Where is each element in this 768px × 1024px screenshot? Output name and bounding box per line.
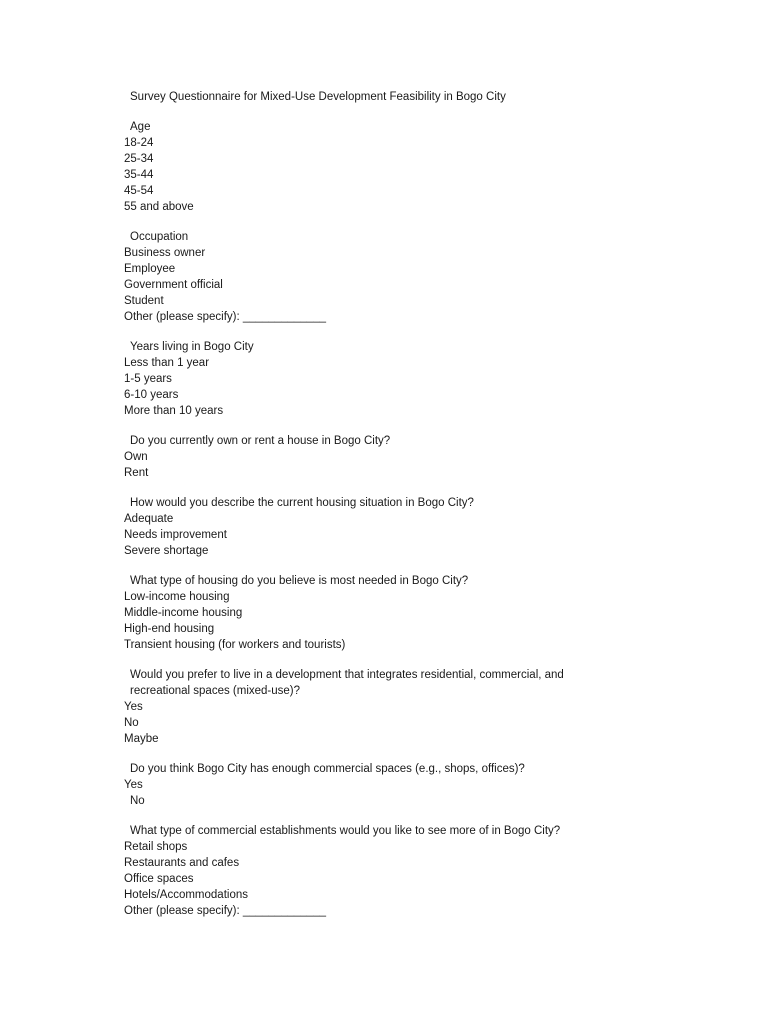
answer-option: Government official bbox=[124, 279, 223, 291]
answer-option: Severe shortage bbox=[124, 545, 209, 557]
answer-option: Other (please specify): _____________ bbox=[124, 905, 327, 917]
answer-option: Hotels/Accommodations bbox=[124, 889, 248, 901]
answer-option: Student bbox=[124, 295, 164, 307]
answer-option: Employee bbox=[124, 263, 176, 275]
answer-option: Transient housing (for workers and tourists) bbox=[124, 639, 346, 651]
answer-option: Other (please specify): _____________ bbox=[124, 311, 327, 323]
question-text: What type of housing do you believe is most needed in Bogo City? bbox=[130, 575, 469, 587]
answer-option: No bbox=[124, 717, 139, 729]
answer-option: Office spaces bbox=[124, 873, 194, 885]
answer-option: 18-24 bbox=[124, 137, 154, 149]
answer-option: Restaurants and cafes bbox=[124, 857, 240, 869]
answer-option: Retail shops bbox=[124, 841, 188, 853]
answer-option: 6-10 years bbox=[124, 389, 179, 401]
question-block bbox=[124, 495, 624, 559]
question-block bbox=[124, 229, 624, 325]
answer-option: Own bbox=[124, 451, 148, 463]
question-block bbox=[124, 823, 624, 919]
answer-option: 1-5 years bbox=[124, 373, 172, 385]
answer-option: Adequate bbox=[124, 513, 174, 525]
answer-option: 55 and above bbox=[124, 201, 194, 213]
question-text: How would you describe the current housing situation in Bogo City? bbox=[130, 497, 474, 509]
answer-option: 25-34 bbox=[124, 153, 154, 165]
answer-option: 45-54 bbox=[124, 185, 154, 197]
answer-option: Yes bbox=[124, 701, 143, 713]
question-block bbox=[124, 761, 624, 809]
spacer bbox=[124, 105, 624, 119]
answer-option: Less than 1 year bbox=[124, 357, 210, 369]
answer-option: Maybe bbox=[124, 733, 159, 745]
question-text: Years living in Bogo City bbox=[130, 341, 254, 353]
answer-option: Yes bbox=[124, 779, 143, 791]
question-text: Age bbox=[130, 121, 151, 133]
question-list bbox=[124, 119, 624, 919]
question-text: Do you think Bogo City has enough commercial spaces (e.g., shops, offices)? bbox=[130, 763, 525, 775]
question-block bbox=[124, 667, 624, 747]
question-block bbox=[124, 339, 624, 419]
question-text: Do you currently own or rent a house in Bogo City? bbox=[130, 435, 391, 447]
answer-option: High-end housing bbox=[124, 623, 215, 635]
answer-option: Needs improvement bbox=[124, 529, 227, 541]
answer-option: 35-44 bbox=[124, 169, 154, 181]
answer-option: More than 10 years bbox=[124, 405, 224, 417]
question-block bbox=[124, 433, 624, 481]
document-content bbox=[124, 89, 624, 919]
answer-option: Middle-income housing bbox=[124, 607, 243, 619]
answer-option: Low-income housing bbox=[124, 591, 230, 603]
document-title: Survey Questionnaire for Mixed-Use Development Feasibility in Bogo City bbox=[130, 91, 506, 103]
question-text: What type of commercial establishments would you like to see more of in Bogo City? bbox=[130, 825, 561, 837]
question-block bbox=[124, 573, 624, 653]
answer-option: Rent bbox=[124, 467, 149, 479]
question-text: Occupation bbox=[130, 231, 189, 243]
question-text: Would you prefer to live in a development that integrates residential, commercial, and recreational spaces (mixed-use)? bbox=[130, 669, 564, 697]
answer-option: Business owner bbox=[124, 247, 206, 259]
question-block bbox=[124, 119, 624, 215]
answer-option: No bbox=[130, 795, 145, 807]
